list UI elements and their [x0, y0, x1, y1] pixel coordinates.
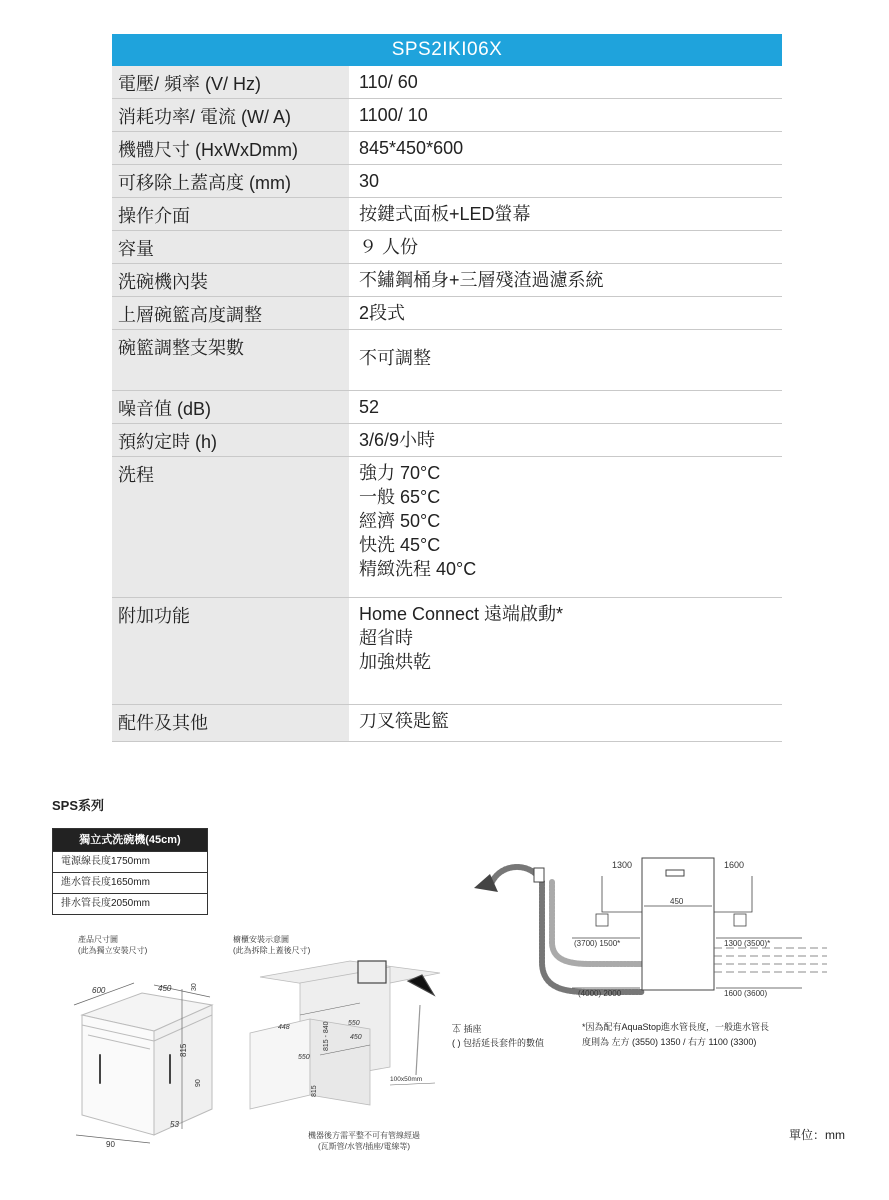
dim-815-cabinet: 815 — [311, 1085, 318, 1097]
spec-row-label: 容量 — [112, 231, 355, 263]
spec-row-value — [355, 165, 782, 197]
spec-value-line: 一般 65°C — [359, 487, 441, 507]
spec-value-line: 110/ 60 — [359, 72, 418, 92]
install-table-header: 獨立式洗碗機(45cm) — [53, 829, 207, 851]
spec-row-label: 洗碗機內裝 — [112, 264, 355, 296]
spec-row-label: 機體尺寸 (HxWxDmm) — [112, 132, 355, 164]
cabinet-diagram-caption: 櫥櫃安裝示意圖 (此為拆除上蓋後尺寸) — [233, 935, 311, 955]
series-title: SPS系列 — [52, 798, 105, 813]
product-dimension-drawing — [70, 975, 230, 1155]
spec-row-label: 可移除上蓋高度 (mm) — [112, 165, 355, 197]
spec-row — [112, 598, 782, 705]
dim-1300: 1300 — [612, 860, 633, 870]
spec-row-value — [355, 264, 782, 296]
spec-row — [112, 457, 782, 598]
spec-row-value — [355, 705, 782, 741]
spec-value-line: 845*450*600 — [359, 138, 464, 158]
spec-row — [112, 99, 782, 132]
spec-row — [112, 705, 782, 742]
spec-value-line: 2段式 — [359, 303, 406, 323]
spec-row-label: 電壓/ 頻率 (V/ Hz) — [112, 66, 355, 98]
product-diagram-caption: 產品尺寸圖 (此為獨立安裝尺寸) — [78, 935, 148, 955]
dim-bottom-90: 90 — [106, 1140, 115, 1149]
spec-value-line: 加強烘乾 — [359, 652, 431, 672]
spec-row-label: 配件及其他 — [112, 705, 355, 741]
spec-value-line: 精緻洗程 40°C — [359, 559, 477, 579]
legend-paren: ( ) 包括延長套件的數值 — [452, 1038, 544, 1048]
spec-value-line: 經濟 50°C — [359, 511, 441, 531]
spec-value-line: 超省時 — [359, 628, 413, 648]
install-length-table — [52, 828, 208, 915]
spec-row-value — [355, 66, 782, 98]
spec-value-line: 1100/ 10 — [359, 105, 428, 125]
dim-1600: 1600 — [724, 860, 745, 870]
dim-450-width: 450 — [350, 1034, 362, 1041]
spec-value-line: 刀叉筷匙籃 — [359, 711, 449, 731]
spec-value-line: 快洗 45°C — [359, 535, 441, 555]
spec-value-line: 不鏽鋼桶身+三層殘渣過濾系統 — [359, 270, 604, 290]
spec-row — [112, 330, 782, 391]
dim-815-840: 815 - 840 — [323, 1021, 330, 1051]
spec-row-label: 上層碗籃高度調整 — [112, 297, 355, 329]
install-table-row-drain-hose: 排水管長度2050mm — [53, 893, 207, 914]
spec-value-line: 30 — [359, 171, 380, 191]
install-table-row-inlet-hose: 進水管長度1650mm — [53, 872, 207, 893]
dim-30: 30 — [191, 983, 198, 991]
spec-row-value — [355, 132, 782, 164]
dim-left-lower: (4000) 2000 — [578, 989, 622, 998]
spec-row-value — [355, 424, 782, 456]
dim-foot-90: 90 — [195, 1079, 202, 1087]
spec-row-value — [355, 231, 782, 263]
spec-value-line: ９ 人份 — [359, 237, 419, 257]
legend-socket: ⏄ 插座 — [452, 1024, 482, 1034]
spec-row — [112, 66, 782, 99]
diagram-legend — [452, 1022, 544, 1050]
hose-length-diagram — [462, 852, 842, 1002]
spec-value-line: 不可調整 — [359, 348, 431, 368]
spec-row — [112, 264, 782, 297]
spec-row — [112, 424, 782, 457]
dim-550: 550 — [298, 1054, 310, 1061]
cabinet-install-drawing — [240, 955, 450, 1130]
spec-table-rows — [112, 66, 782, 742]
spec-table-model: SPS2IKI06X — [112, 34, 782, 66]
spec-row-value — [355, 457, 782, 597]
spec-row — [112, 165, 782, 198]
spec-row-label: 噪音值 (dB) — [112, 391, 355, 423]
dim-right-lower: 1600 (3600) — [724, 989, 768, 998]
spec-value-line: 按鍵式面板+LED螢幕 — [359, 204, 531, 224]
dim-right-upper: 1300 (3500)* — [724, 939, 771, 948]
spec-row-label: 附加功能 — [112, 598, 355, 704]
dim-left-upper: (3700) 1500* — [574, 939, 621, 948]
cabinet-footnote: 機器後方需平整不可有管線經過 (瓦斯管/水管/插座/電線等) — [308, 1131, 420, 1151]
spec-value-line: Home Connect 遠端啟動* — [359, 604, 564, 624]
spec-row-value — [355, 330, 782, 390]
dim-448: 448 — [278, 1024, 290, 1031]
dim-pipe: 100x50mm — [390, 1076, 423, 1083]
spec-row-label: 碗籃調整支架數 — [112, 330, 355, 390]
spec-row — [112, 231, 782, 264]
spec-row-value — [355, 391, 782, 423]
spec-row — [112, 391, 782, 424]
dim-600: 600 — [92, 986, 106, 995]
spec-value-line: 強力 70°C — [359, 463, 441, 483]
spec-row-value — [355, 99, 782, 131]
socket-icon: ⏄ — [452, 1024, 464, 1034]
spec-row-label: 洗程 — [112, 457, 355, 597]
spec-row-label: 預約定時 (h) — [112, 424, 355, 456]
spec-row — [112, 198, 782, 231]
spec-row-label: 消耗功率/ 電流 (W/ A) — [112, 99, 355, 131]
dim-550-depth: 550 — [348, 1020, 360, 1027]
aquastop-note: *因為配有AquaStop進水管長度，一般進水管長 度則為 左方 (3550) 1350 / 右方 1100 (3300) — [582, 1022, 770, 1047]
spec-row — [112, 132, 782, 165]
dim-815: 815 — [179, 1043, 188, 1057]
spec-row-value — [355, 198, 782, 230]
dim-450: 450 — [158, 984, 172, 993]
spec-row-value — [355, 297, 782, 329]
unit-label: 單位：mm — [789, 1128, 845, 1142]
install-table-row-power-cord: 電源線長度1750mm — [53, 851, 207, 872]
spec-row — [112, 297, 782, 330]
dim-450-hose: 450 — [670, 897, 684, 906]
spec-row-value — [355, 598, 782, 704]
spec-value-line: 52 — [359, 397, 380, 417]
spec-value-line: 3/6/9小時 — [359, 430, 436, 450]
dim-53: 53 — [170, 1120, 179, 1129]
spec-table — [112, 34, 782, 742]
spec-row-label: 操作介面 — [112, 198, 355, 230]
